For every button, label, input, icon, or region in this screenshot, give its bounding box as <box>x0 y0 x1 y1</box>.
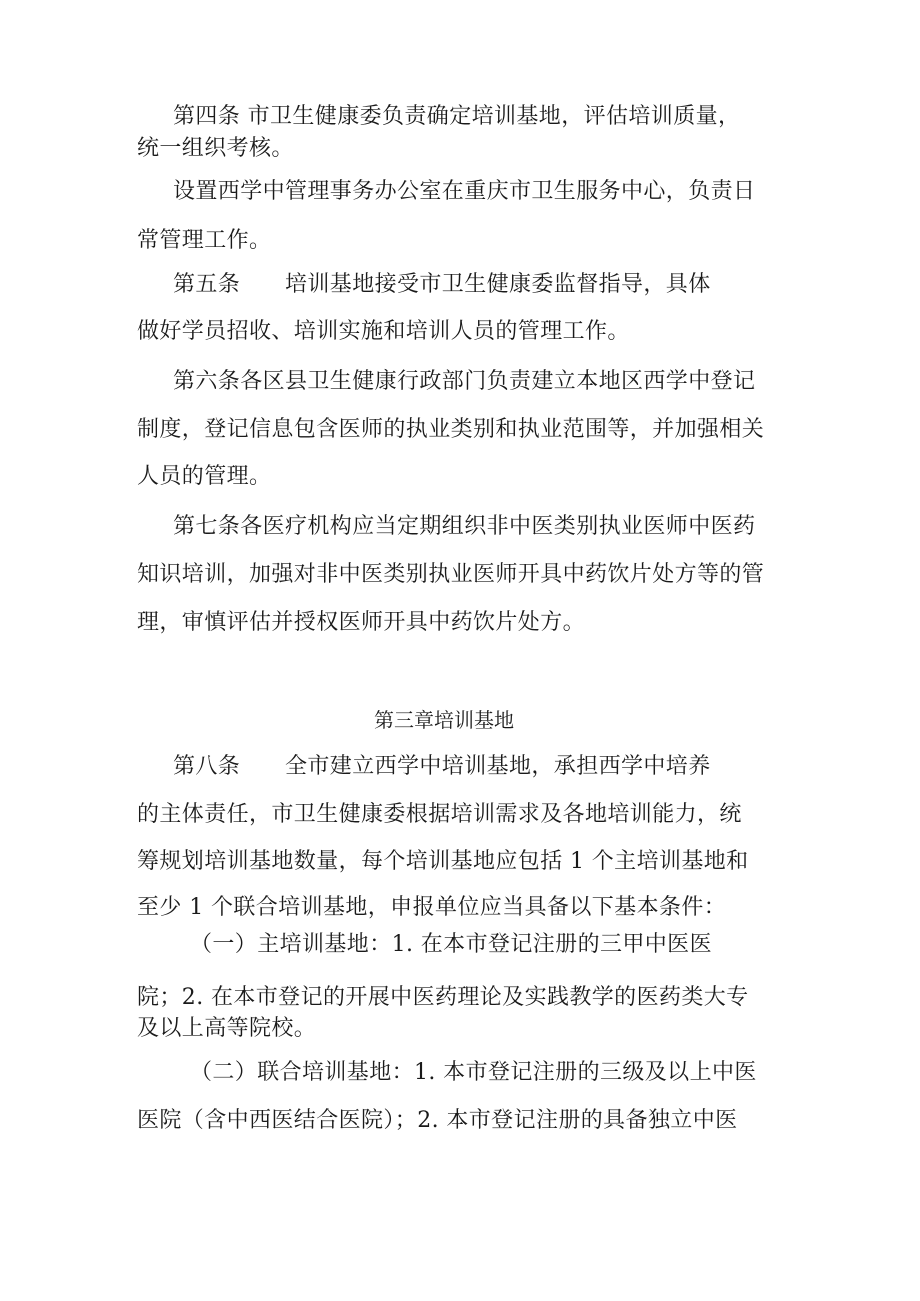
office-line-2: 常管理工作。 <box>137 228 272 253</box>
article4-line-2: 统一组织考核。 <box>137 136 294 161</box>
article8-line-2: 的主体责任，市卫生健康委根据培训需求及各地培训能力，统 <box>137 802 742 827</box>
article8-line-3: 筹规划培训基地数量，每个培训基地应包括 1 个主培训基地和 <box>137 849 749 874</box>
article5-line-1: 第五条 培训基地接受市卫生健康委监督指导，具体 <box>173 272 711 297</box>
article6-line-2: 制度，登记信息包含医师的执业类别和执业范围等，并加强相关 <box>137 417 765 442</box>
office-line-1: 设置西学中管理事务办公室在重庆市卫生服务中心，负责日 <box>173 179 756 204</box>
item1-line-3: 及以上高等院校。 <box>137 1016 317 1041</box>
article7-line-3: 理，审慎评估并授权医师开具中药饮片处方。 <box>137 610 586 635</box>
article6-line-1: 第六条各区县卫生健康行政部门负责建立本地区西学中登记 <box>173 369 756 394</box>
article5-line-2: 做好学员招收、培训实施和培训人员的管理工作。 <box>137 319 630 344</box>
article8-line-1: 第八条 全市建立西学中培训基地，承担西学中培养 <box>173 754 711 779</box>
article4-line-1: 第四条 市卫生健康委负责确定培训基地，评估培训质量， <box>173 104 741 129</box>
article8-line-4: 至少 1 个联合培训基地，申报单位应当具备以下基本条件： <box>137 895 727 920</box>
item1-line-1: （一）主培训基地：1. 在本市登记注册的三甲中医医 <box>190 932 712 957</box>
article7-line-1: 第七条各医疗机构应当定期组织非中医类别执业医师中医药 <box>173 514 756 539</box>
item1-line-2: 院；2. 在本市登记的开展中医药理论及实践教学的医药类大专 <box>137 985 749 1010</box>
item2-line-2: 医院（含中西医结合医院）；2. 本市登记注册的具备独立中医 <box>137 1108 738 1133</box>
article6-line-3: 人员的管理。 <box>137 464 272 489</box>
item2-line-1: （二）联合培训基地：1. 本市登记注册的三级及以上中医 <box>190 1060 757 1085</box>
chapter-heading: 第三章培训基地 <box>374 708 514 732</box>
article7-line-2: 知识培训，加强对非中医类别执业医师开具中药饮片处方等的管 <box>137 562 765 587</box>
